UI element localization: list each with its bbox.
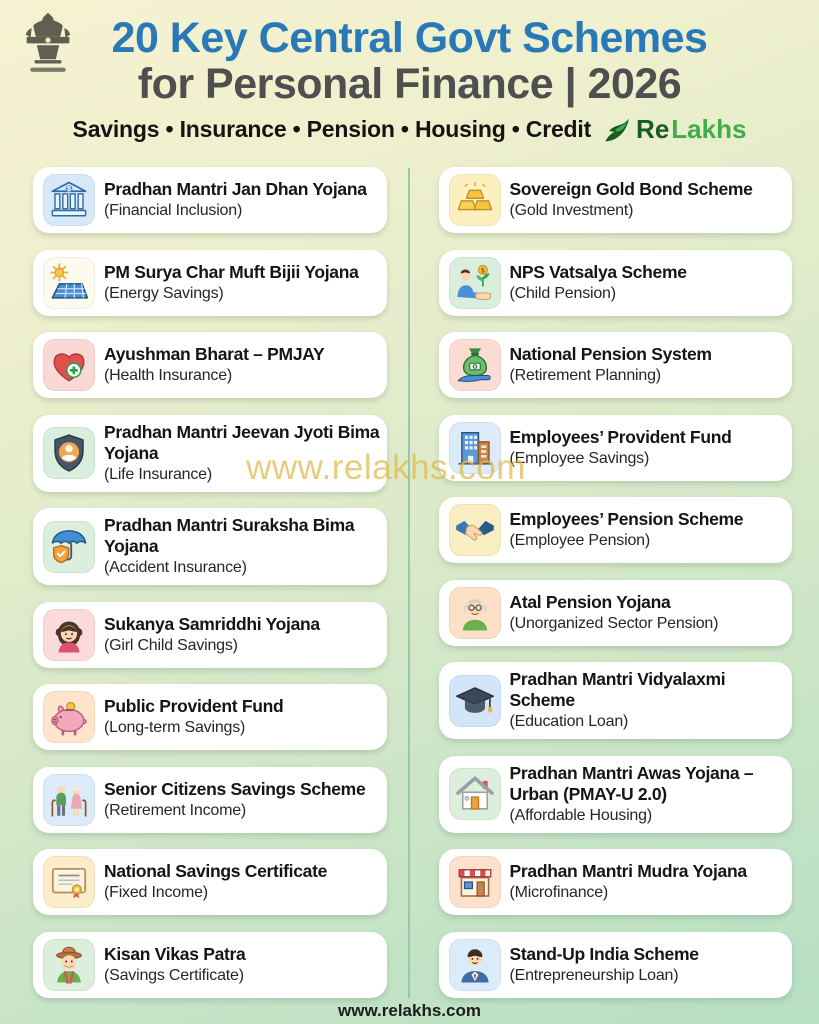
girl-icon <box>48 614 90 656</box>
scheme-title: Pradhan Mantri Jan Dhan Yojana <box>104 179 367 199</box>
card-edge-accent <box>382 422 393 479</box>
gold-bars-icon <box>449 174 501 226</box>
scheme-title: Employees’ Pension Scheme <box>509 509 744 530</box>
card-edge-accent <box>787 587 798 633</box>
scheme-category: (Employee Savings) <box>509 449 650 467</box>
scheme-card <box>33 332 387 398</box>
bank-icon <box>43 174 95 226</box>
card-edge-accent <box>382 515 393 572</box>
scheme-title: Kisan Vikas Patra <box>104 943 246 964</box>
solar-panel-icon <box>48 262 90 304</box>
umbrella-shield-icon <box>48 526 90 568</box>
scheme-text <box>104 779 365 821</box>
graduation-cap-icon <box>449 675 501 727</box>
scheme-category: (Education Loan) <box>509 713 629 731</box>
storefront-icon <box>449 856 501 908</box>
girl-icon <box>43 609 95 661</box>
scheme-title: NPS Vatsalya Scheme <box>509 261 687 282</box>
page-title <box>0 16 819 107</box>
heart-health-icon <box>43 339 95 391</box>
scheme-title: Stand-Up India Scheme <box>509 943 699 964</box>
scheme-card <box>33 684 387 750</box>
scheme-category: (Unorganized Sector Pension) <box>509 614 719 632</box>
heart-health-icon <box>48 344 90 386</box>
scheme-text <box>104 614 320 656</box>
scheme-card <box>33 250 387 316</box>
scheme-text <box>510 669 788 732</box>
subtitle-row <box>0 114 819 145</box>
scheme-card <box>33 508 387 585</box>
scheme-category: (Long-term Savings) <box>104 719 246 737</box>
scheme-text <box>510 763 788 826</box>
scheme-category: (Gold Investment) <box>509 202 634 219</box>
scheme-title: Pradhan Mantri Suraksha Bima Yojana <box>104 515 355 557</box>
piggy-bank-icon <box>43 691 95 743</box>
brand-lakhs: Lakhs <box>671 114 747 145</box>
brand-re: Re <box>636 114 670 145</box>
card-edge-accent <box>382 856 393 902</box>
child-plant-icon <box>449 257 501 309</box>
scheme-text <box>104 861 327 903</box>
category-subtitle: Savings • Insurance • Pension • Housing • Credit <box>72 116 592 143</box>
scheme-title: National Pension System <box>509 344 712 365</box>
scheme-text <box>104 696 283 738</box>
scheme-category: (Energy Savings) <box>104 284 224 302</box>
card-edge-accent <box>382 939 393 985</box>
scheme-columns <box>0 167 819 998</box>
scheme-card <box>33 167 387 233</box>
relakhs-logo <box>603 114 746 145</box>
scheme-card <box>33 767 387 833</box>
card-edge-accent <box>787 939 798 985</box>
shield-person-icon <box>48 432 90 474</box>
scheme-card <box>439 849 793 915</box>
scheme-title: PM Surya Char Muft Bijii Yojana <box>104 261 359 282</box>
piggy-bank-icon <box>48 696 90 738</box>
card-edge-accent <box>787 174 798 220</box>
title-line-1: 20 Key Central Govt Schemes <box>111 14 708 62</box>
right-column <box>439 167 793 998</box>
scheme-text <box>510 944 699 986</box>
handshake-icon <box>449 504 501 556</box>
scheme-card <box>439 497 793 563</box>
card-edge-accent <box>382 339 393 385</box>
scheme-category: (Employee Pension) <box>509 532 650 550</box>
scheme-card <box>439 332 793 398</box>
scheme-title: Pradhan Mantri Jeevan Jyoti Bima Yojana <box>104 421 380 463</box>
card-edge-accent <box>787 763 798 820</box>
scheme-text <box>104 262 359 304</box>
scheme-card <box>33 849 387 915</box>
scheme-text <box>510 861 747 903</box>
scheme-title: Atal Pension Yojana <box>509 591 671 612</box>
child-plant-icon <box>454 262 496 304</box>
scheme-text <box>510 344 712 386</box>
card-edge-accent <box>382 774 393 820</box>
handshake-icon <box>454 509 496 551</box>
relakhs-leaf-icon <box>603 115 633 145</box>
farmer-icon <box>48 944 90 986</box>
businessman-icon <box>449 939 501 991</box>
svg-text:$: $ <box>67 186 71 194</box>
solar-panel-icon <box>43 257 95 309</box>
title-line-2: for Personal Finance | 2026 <box>137 59 682 108</box>
bank-icon <box>48 179 90 221</box>
businessman-icon <box>454 944 496 986</box>
scheme-title: Public Provident Fund <box>104 696 284 717</box>
scheme-title: Sukanya Samriddhi Yojana <box>104 613 320 634</box>
certificate-icon <box>48 861 90 903</box>
money-bag-hand-icon <box>454 344 496 386</box>
scheme-text <box>510 427 732 469</box>
storefront-icon <box>454 861 496 903</box>
poster-header <box>0 0 819 166</box>
senior-couple-icon <box>48 779 90 821</box>
scheme-category: (Entrepreneurship Loan) <box>509 966 679 984</box>
elderly-man-icon <box>449 587 501 639</box>
india-emblem-icon <box>18 8 78 90</box>
scheme-text <box>104 515 382 578</box>
scheme-card <box>439 250 793 316</box>
scheme-category: (Financial Inclusion) <box>104 202 243 219</box>
gold-bars-icon <box>454 179 496 221</box>
scheme-text <box>510 509 744 551</box>
scheme-text <box>104 944 245 986</box>
scheme-card <box>33 602 387 668</box>
scheme-text <box>510 262 687 304</box>
office-building-icon <box>449 422 501 474</box>
left-column <box>33 167 387 998</box>
scheme-category: (Retirement Planning) <box>509 367 661 385</box>
senior-couple-icon <box>43 774 95 826</box>
scheme-title: Senior Citizens Savings Scheme <box>104 778 366 799</box>
house-icon <box>454 773 496 815</box>
scheme-title: Pradhan Mantri Vidyalaxmi Scheme <box>509 669 726 711</box>
scheme-card <box>439 415 793 481</box>
scheme-card <box>33 415 387 492</box>
scheme-text <box>104 422 382 485</box>
scheme-category: (Health Insurance) <box>104 367 233 385</box>
svg-text:$: $ <box>480 267 485 275</box>
card-edge-accent <box>382 609 393 655</box>
scheme-title: National Savings Certificate <box>104 861 328 882</box>
watermark-text: www.relakhs.com <box>246 448 526 487</box>
scheme-card <box>439 932 793 998</box>
scheme-text <box>510 592 719 634</box>
scheme-title: Pradhan Mantri Awas Yojana – Urban (PMAY-U 2.0) <box>509 762 754 804</box>
scheme-card <box>33 932 387 998</box>
certificate-icon <box>43 856 95 908</box>
footer-url: www.relakhs.com <box>338 1001 481 1020</box>
scheme-category: (Affordable Housing) <box>509 806 652 824</box>
card-edge-accent <box>787 504 798 550</box>
scheme-category: (Child Pension) <box>509 284 616 302</box>
scheme-category: (Savings Certificate) <box>104 966 244 984</box>
scheme-title: Employees’ Provident Fund <box>509 426 732 447</box>
scheme-card <box>439 167 793 233</box>
card-edge-accent <box>382 174 393 220</box>
scheme-card <box>439 662 793 739</box>
card-edge-accent <box>787 669 798 726</box>
elderly-man-icon <box>454 592 496 634</box>
scheme-category: (Retirement Income) <box>104 801 247 819</box>
office-building-icon <box>454 427 496 469</box>
scheme-title: Sovereign Gold Bond Scheme <box>509 179 753 199</box>
scheme-category: (Microfinance) <box>509 884 609 902</box>
scheme-card <box>439 580 793 646</box>
farmer-icon <box>43 939 95 991</box>
house-icon <box>449 768 501 820</box>
umbrella-shield-icon <box>43 521 95 573</box>
graduation-cap-icon <box>454 680 496 722</box>
scheme-text <box>510 179 753 221</box>
scheme-category: (Fixed Income) <box>104 884 208 902</box>
money-bag-hand-icon <box>449 339 501 391</box>
scheme-text <box>104 179 367 221</box>
scheme-card <box>439 756 793 833</box>
card-edge-accent <box>382 257 393 303</box>
shield-person-icon <box>43 427 95 479</box>
card-edge-accent <box>382 691 393 737</box>
scheme-category: (Accident Insurance) <box>104 559 247 577</box>
card-edge-accent <box>787 856 798 902</box>
scheme-category: (Girl Child Savings) <box>104 636 238 654</box>
scheme-title: Ayushman Bharat – PMJAY <box>104 344 325 365</box>
card-edge-accent <box>787 257 798 303</box>
card-edge-accent <box>787 422 798 468</box>
card-edge-accent <box>787 339 798 385</box>
scheme-title: Pradhan Mantri Mudra Yojana <box>509 861 747 882</box>
scheme-text <box>104 344 324 386</box>
scheme-category: (Life Insurance) <box>104 465 212 483</box>
